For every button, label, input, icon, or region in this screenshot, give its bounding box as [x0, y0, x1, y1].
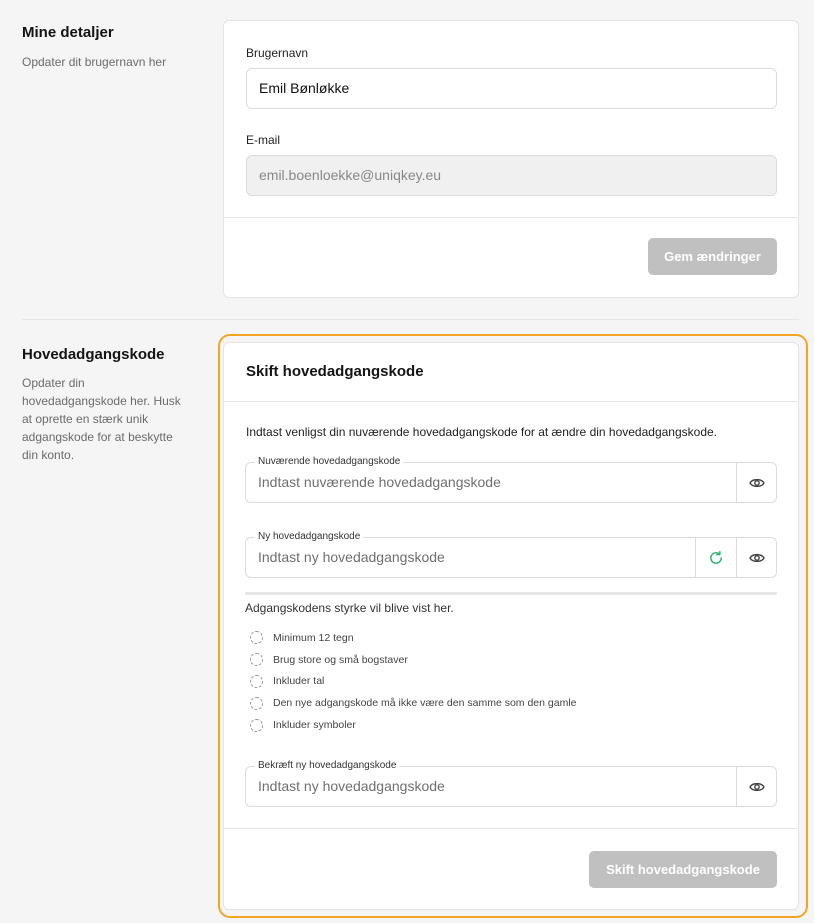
current-password-label: Nuværende hovedadgangskode — [255, 455, 403, 469]
password-intro-text: Indtast venligst din nuværende hovedadgangskode for at ændre din hovedadgangskode. — [246, 425, 718, 439]
card-header-divider — [224, 401, 798, 402]
details-section-description: Opdater dit brugernavn her — [22, 55, 167, 69]
password-section-description: Opdater din hovedadgangskode her. Husk at oprette en stærk unik adgangskode for at beskytte din konto. — [22, 376, 181, 462]
details-card-divider — [224, 217, 798, 218]
current-password-input[interactable]: Indtast nuværende hovedadgangskode — [258, 474, 501, 490]
confirm-password-input[interactable]: Indtast ny hovedadgangskode — [258, 778, 445, 794]
password-section-title: Hovedadgangskode — [22, 346, 165, 363]
circle-dashed-icon — [250, 719, 263, 732]
details-card — [223, 20, 799, 298]
list-item: Den nye adgangskode må ikke være den samme som den gamle — [250, 692, 577, 714]
username-label: Brugernavn — [246, 46, 309, 60]
circle-dashed-icon — [250, 697, 263, 710]
details-section-title: Mine detaljer — [22, 24, 114, 41]
section-divider — [22, 319, 799, 320]
card-footer-divider — [224, 828, 798, 829]
list-item: Inkluder symboler — [250, 714, 577, 736]
list-item: Minimum 12 tegn — [250, 627, 577, 649]
new-password-input[interactable]: Indtast ny hovedadgangskode — [258, 549, 445, 565]
password-strength-text: Adgangskodens styrke vil blive vist her. — [245, 601, 454, 615]
current-password-field — [245, 456, 777, 503]
eye-icon[interactable] — [736, 538, 777, 577]
circle-dashed-icon — [250, 631, 263, 644]
circle-dashed-icon — [250, 675, 263, 688]
password-requirements-list — [250, 627, 577, 736]
email-input: emil.boenloekke@uniqkey.eu — [246, 155, 777, 196]
new-password-field — [245, 531, 777, 578]
circle-dashed-icon — [250, 653, 263, 666]
eye-icon[interactable] — [736, 463, 777, 502]
confirm-password-label: Bekræft ny hovedadgangskode — [255, 759, 399, 773]
confirm-password-field — [245, 760, 777, 807]
list-item: Inkluder tal — [250, 671, 577, 693]
eye-icon[interactable] — [736, 767, 777, 806]
change-password-button[interactable]: Skift hovedadgangskode — [589, 851, 777, 888]
refresh-icon[interactable] — [695, 538, 736, 577]
change-password-card-title: Skift hovedadgangskode — [246, 363, 424, 380]
username-input[interactable]: Emil Bønløkke — [246, 68, 777, 109]
save-changes-button[interactable]: Gem ændringer — [648, 238, 777, 275]
change-password-card — [223, 342, 799, 910]
new-password-label: Ny hovedadgangskode — [255, 530, 363, 544]
list-item: Brug store og små bogstaver — [250, 649, 577, 671]
password-strength-bar — [245, 592, 777, 595]
email-label: E-mail — [246, 133, 281, 147]
